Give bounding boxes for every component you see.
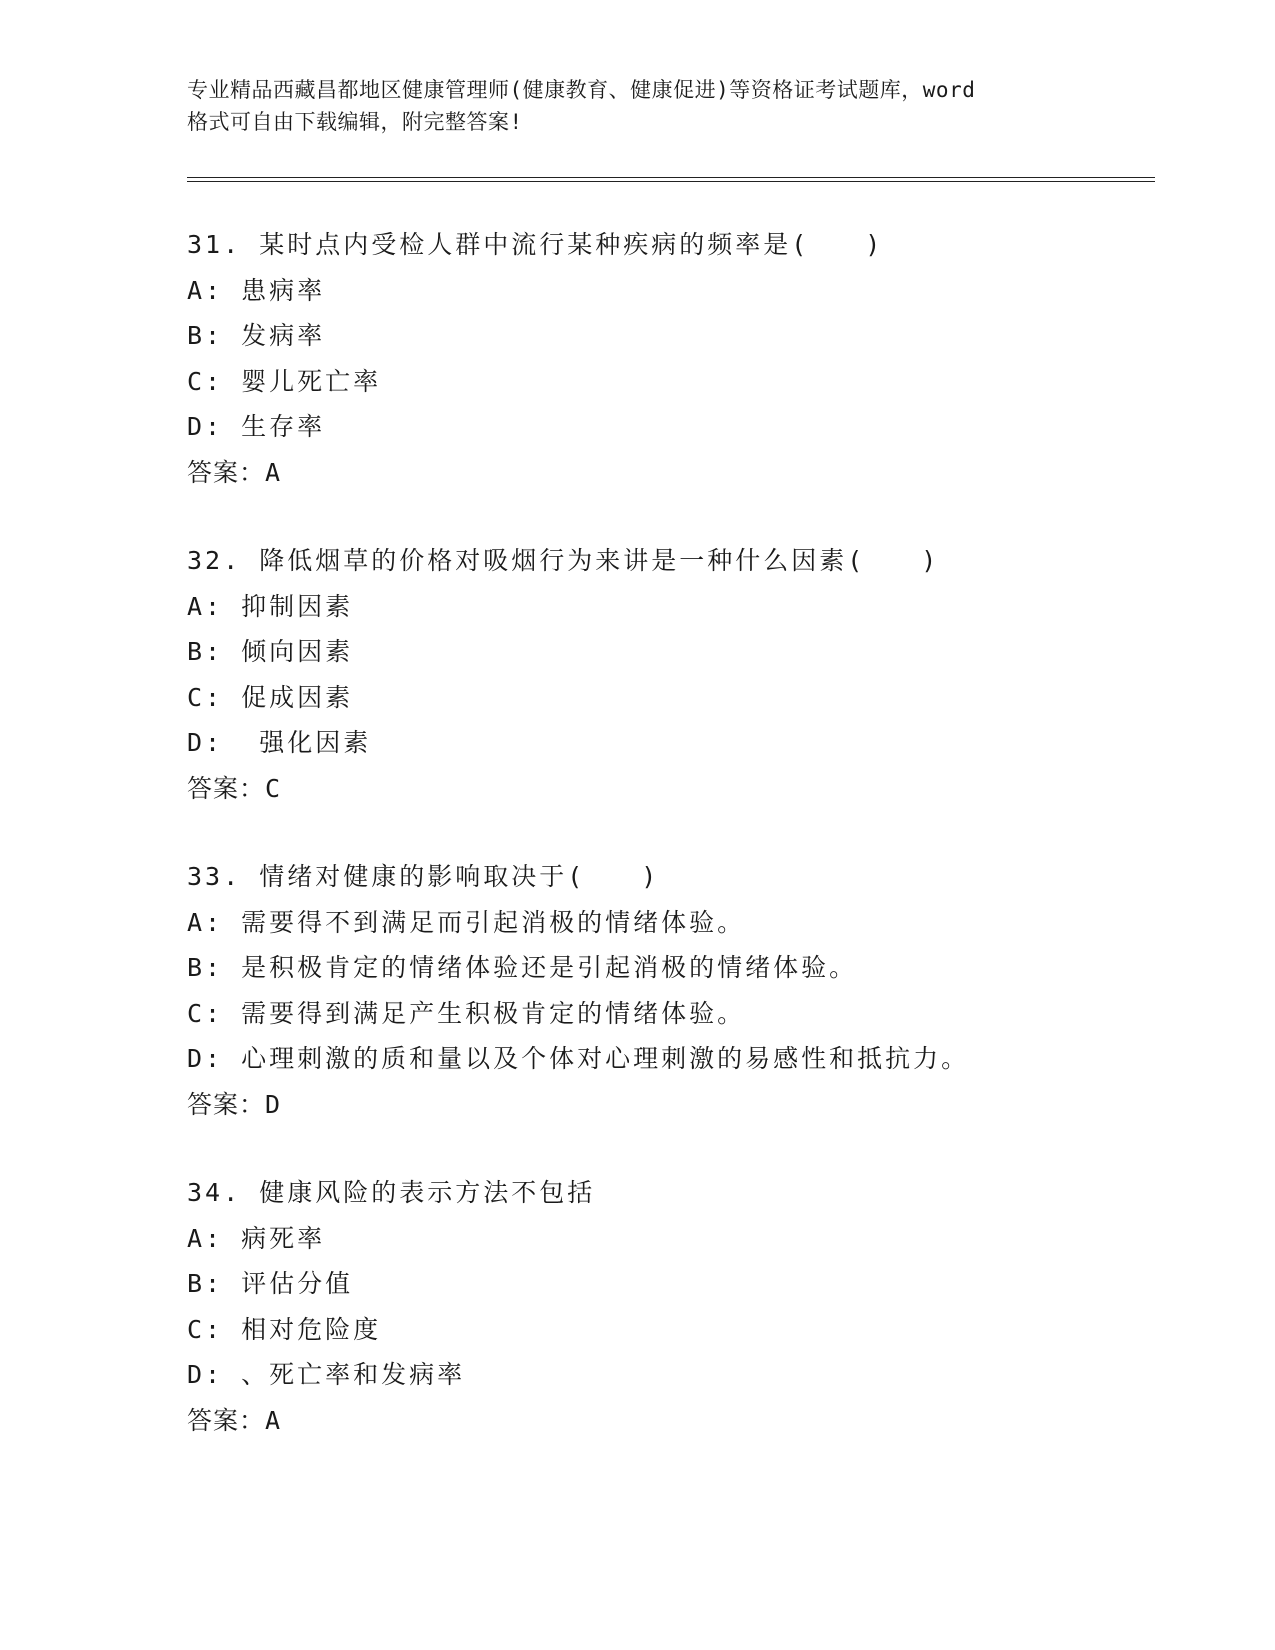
option-d: D: 心理刺激的质和量以及个体对心理刺激的易感性和抵抗力。 [187,1044,970,1073]
answer-line [187,450,1147,496]
question-stem: 34. 健康风险的表示方法不包括 [187,1178,596,1207]
header-divider [187,177,1155,182]
answer-value: A [265,457,282,487]
option-c: C: 婴儿死亡率 [187,366,382,396]
option-b: B: 倾向因素 [187,637,354,666]
option-b: B: 评估分值 [187,1269,354,1298]
option-c: C: 促成因素 [187,682,354,712]
option-c: C: 需要得到满足产生积极肯定的情绪体验。 [187,998,746,1028]
question-stem: 31. 某时点内受检人群中流行某种疾病的频率是( ) [187,230,884,259]
answer-value: C [265,773,282,803]
option-a: A: 需要得不到满足而引起消极的情绪体验。 [187,907,746,937]
question-32 [187,538,1147,811]
header-line-1: 专业精品西藏昌都地区健康管理师(健康教育、健康促进)等资格证考试题库，word [187,78,976,102]
answer-line [187,1398,1147,1444]
option-d: D: 生存率 [187,412,326,441]
document-header [187,74,1087,138]
option-d: D: 、死亡率和发病率 [187,1360,466,1389]
header-line-2: 格式可自由下载编辑，附完整答案! [187,110,523,134]
option-a: A: 病死率 [187,1223,326,1253]
option-d: D: 强化因素 [187,728,372,757]
question-31 [187,222,1147,495]
answer-line [187,766,1147,812]
option-c: C: 相对危险度 [187,1314,382,1344]
answer-line [187,1082,1147,1128]
answer-label: 答案： [187,457,266,487]
option-b: B: 发病率 [187,321,326,350]
answer-label: 答案： [187,773,266,803]
question-stem: 32. 降低烟草的价格对吸烟行为来讲是一种什么因素( ) [187,546,940,575]
answer-value: D [265,1089,282,1119]
question-34 [187,1170,1147,1443]
option-b: B: 是积极肯定的情绪体验还是引起消极的情绪体验。 [187,953,858,982]
option-a: A: 患病率 [187,275,326,305]
question-stem: 33. 情绪对健康的影响取决于( ) [187,862,660,891]
answer-label: 答案： [187,1405,266,1435]
question-33 [187,854,1147,1127]
option-a: A: 抑制因素 [187,591,354,621]
answer-value: A [265,1405,282,1435]
answer-label: 答案： [187,1089,266,1119]
